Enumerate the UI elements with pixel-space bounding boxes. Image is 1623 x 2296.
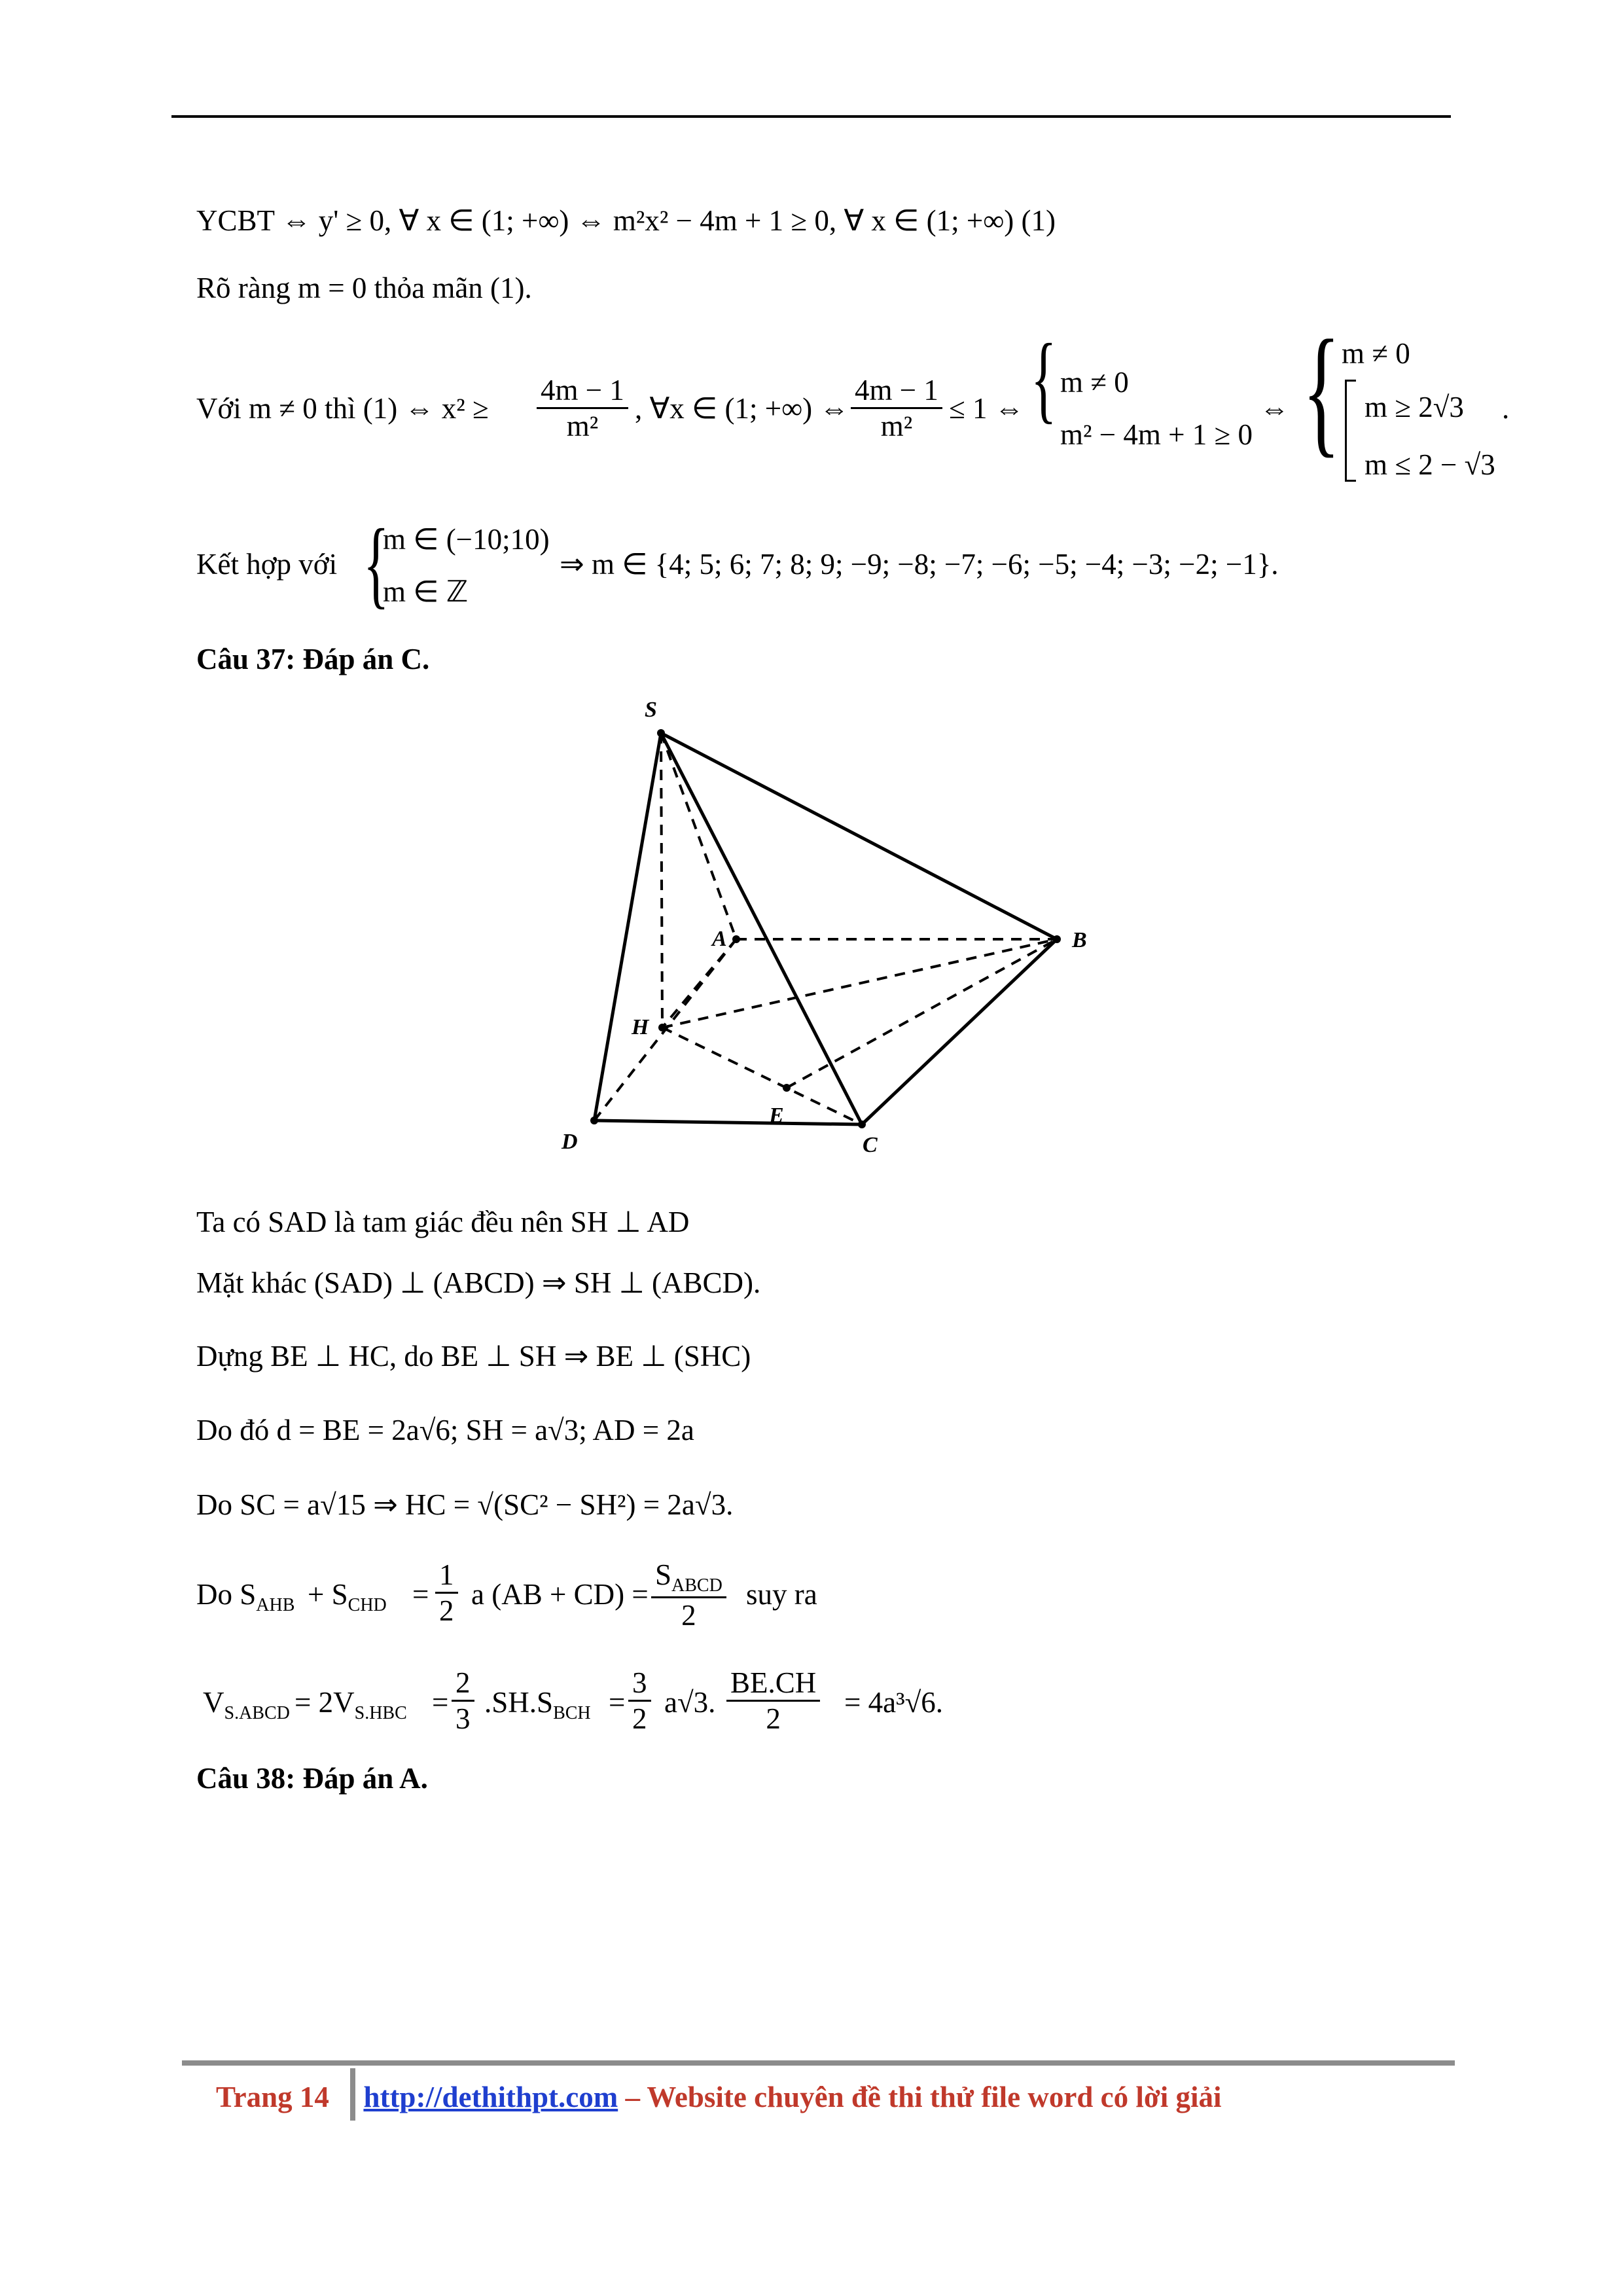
point-B bbox=[1053, 935, 1061, 943]
site-tagline: – Website chuyên đề thi thử file word có lời giải bbox=[618, 2081, 1222, 2113]
p6-half: $\frac{1}{2}$ bbox=[435, 1558, 458, 1628]
label-H: H bbox=[632, 1015, 649, 1039]
p7-sub2: S.HBC bbox=[354, 1703, 407, 1723]
p7-frac-1: $\frac{2}{3}$ bbox=[452, 1666, 474, 1736]
p6-a: Do S bbox=[196, 1578, 257, 1611]
point-A bbox=[732, 935, 740, 943]
sys1-b: m² − 4m + 1 ≥ 0 bbox=[1060, 418, 1253, 451]
system-brace-3: { bbox=[363, 509, 389, 618]
edge-HC bbox=[662, 1028, 862, 1124]
l3-mid: , ∀x ∈ (1; +∞) ⇔ bbox=[635, 392, 849, 425]
l4-intro: Kết hợp với bbox=[196, 548, 338, 581]
para-3: Dựng BE ⊥ HC, do BE ⊥ SH ⇒ BE ⊥ (SHC) bbox=[196, 1340, 751, 1372]
p6-d: a (AB + CD) = bbox=[471, 1578, 649, 1611]
edge-SH bbox=[661, 733, 662, 1028]
label-S: S bbox=[645, 698, 657, 722]
header-rule bbox=[171, 115, 1451, 118]
p6-sub1: AHB bbox=[256, 1595, 295, 1615]
point-D bbox=[590, 1117, 598, 1124]
l4-result: ⇒ m ∈ {4; 5; 6; 7; 8; 9; −9; −8; −7; −6; −5; −4; −3; −2; −1}. bbox=[560, 548, 1279, 581]
sys1-a: m ≠ 0 bbox=[1060, 366, 1129, 399]
label-E: E bbox=[769, 1103, 784, 1128]
edge-SB bbox=[661, 733, 1057, 939]
p7-c: = bbox=[432, 1686, 449, 1719]
m-zero-line: Rõ ràng m = 0 thỏa mãn (1). bbox=[196, 272, 532, 304]
para-6 bbox=[196, 1545, 982, 1636]
edge-SA bbox=[661, 733, 736, 939]
p6-b: + S bbox=[308, 1578, 348, 1611]
para-5: Do SC = a√15 ⇒ HC = √(SC² − SH²) = 2a√3. bbox=[196, 1488, 734, 1521]
edge-SC bbox=[661, 733, 862, 1124]
point-S bbox=[657, 729, 665, 737]
para-1: Ta có SAD là tam giác đều nên SH ⊥ AD bbox=[196, 1206, 690, 1238]
point-H bbox=[658, 1024, 666, 1031]
l3-intro: Với m ≠ 0 thì (1) ⇔ x² ≥ bbox=[196, 392, 489, 425]
ycbt-line: YCBT ⇔ y' ≥ 0, ∀ x ∈ (1; +∞) ⇔ m²x² − 4m + 1 ≥ 0, ∀ x ∈ (1; +∞) (1) bbox=[196, 204, 1056, 237]
label-A: A bbox=[712, 927, 727, 951]
point-E bbox=[783, 1084, 791, 1092]
footer-rule bbox=[182, 2060, 1455, 2066]
edge-SD bbox=[594, 733, 661, 1121]
label-C: C bbox=[863, 1133, 878, 1157]
p7-b: = 2V bbox=[294, 1686, 355, 1719]
bracket-or bbox=[1345, 380, 1356, 482]
site-link[interactable]: http://dethithpt.com bbox=[363, 2081, 618, 2113]
p7-a: V bbox=[203, 1686, 224, 1719]
combine-block bbox=[196, 509, 1309, 618]
p6-sub2: CHD bbox=[348, 1595, 387, 1615]
sys2-c: m ≤ 2 − √3 bbox=[1364, 448, 1495, 481]
para-7 bbox=[203, 1649, 1054, 1741]
with-m-nonzero-block bbox=[196, 310, 1510, 491]
sys2-b: m ≥ 2√3 bbox=[1364, 391, 1464, 423]
label-D: D bbox=[562, 1130, 578, 1154]
p7-f: a√3. bbox=[664, 1686, 716, 1719]
footer bbox=[216, 2080, 1222, 2114]
question-37-heading: Câu 37: Đáp án C. bbox=[196, 643, 430, 675]
question-38-heading: Câu 38: Đáp án A. bbox=[196, 1762, 428, 1795]
l4-sys-b: m ∈ ℤ bbox=[383, 575, 469, 608]
p6-c: = bbox=[412, 1578, 429, 1611]
para-4: Do đó d = BE = 2a√6; SH = a√3; AD = 2a bbox=[196, 1414, 694, 1446]
label-B: B bbox=[1072, 928, 1087, 952]
l3-fraction-1: $\frac{4m - 1}{\text{m²}}$ bbox=[537, 373, 628, 443]
l3-end: . bbox=[1502, 392, 1510, 425]
p7-sub3: BCH bbox=[553, 1703, 591, 1723]
p7-d: .SH.S bbox=[484, 1686, 554, 1719]
system-brace-2: { bbox=[1302, 310, 1341, 470]
p7-g: = 4a³√6. bbox=[844, 1686, 944, 1719]
l4-sys-a: m ∈ (−10;10) bbox=[383, 523, 550, 556]
p7-frac-2: $\frac{3}{2}$ bbox=[628, 1666, 651, 1736]
p6-sabcd-frac: $S_{ABCD}$ 2 bbox=[651, 1558, 726, 1632]
pyramid-figure bbox=[537, 687, 1126, 1172]
system-brace-1: { bbox=[1031, 324, 1057, 433]
l3-compare: ≤ 1 ⇔ bbox=[949, 392, 1024, 425]
point-C bbox=[858, 1121, 866, 1128]
para-2: Mặt khác (SAD) ⊥ (ABCD) ⇒ SH ⊥ (ABCD). bbox=[196, 1266, 761, 1299]
p7-sub1: S.ABCD bbox=[224, 1703, 290, 1723]
p7-e: = bbox=[609, 1686, 626, 1719]
page-number: Trang 14 bbox=[216, 2081, 329, 2113]
sys2-a: m ≠ 0 bbox=[1342, 337, 1410, 370]
p6-e: suy ra bbox=[746, 1578, 817, 1611]
l3-arrow: ⇔ bbox=[1260, 392, 1289, 425]
edge-HB bbox=[662, 939, 1057, 1028]
edge-DC bbox=[594, 1121, 862, 1124]
p7-frac-3: $\frac{BE.CH}{2}$ bbox=[726, 1666, 820, 1736]
l3-fraction-2: $\frac{4m - 1}{\text{m²}}$ bbox=[851, 373, 942, 443]
